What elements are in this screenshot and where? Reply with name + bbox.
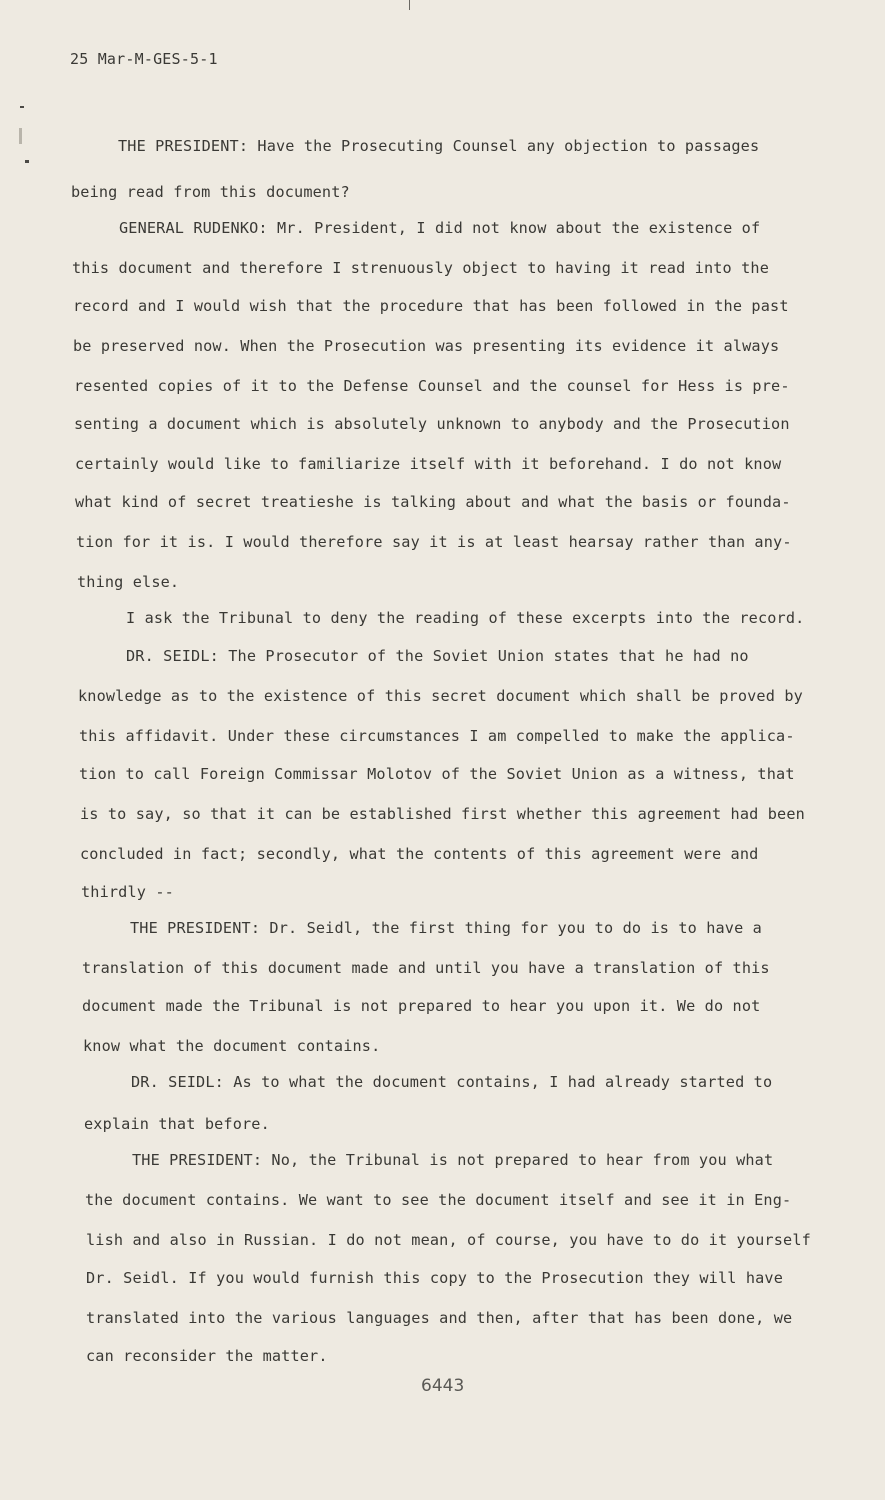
transcript-line: THE PRESIDENT: Have the Prosecuting Counsel any objection to passages xyxy=(118,137,760,155)
transcript-line: be preserved now. When the Prosecution was presenting its evidence it always xyxy=(73,337,780,355)
transcript-line: know what the document contains. xyxy=(83,1037,381,1055)
transcript-line: is to say, so that it can be established first whether this agreement had been xyxy=(80,805,805,823)
transcript-line: tion to call Foreign Commissar Molotov of the Soviet Union as a witness, that xyxy=(79,765,795,783)
transcript-line: DR. SEIDL: As to what the document contains, I had already started to xyxy=(131,1073,773,1091)
transcript-line: I ask the Tribunal to deny the reading of these excerpts into the record. xyxy=(126,609,805,627)
transcript-line: Dr. Seidl. If you would furnish this copy to the Prosecution they will have xyxy=(86,1269,784,1287)
transcript-line: translated into the various languages and then, after that has been done, we xyxy=(86,1309,793,1327)
margin-mark xyxy=(409,0,410,10)
transcript-line: the document contains. We want to see the document itself and see it in Eng- xyxy=(85,1191,792,1209)
transcript-line: this document and therefore I strenuously object to having it read into the xyxy=(72,259,770,277)
margin-mark xyxy=(19,128,22,144)
transcript-line: DR. SEIDL: The Prosecutor of the Soviet Union states that he had no xyxy=(126,647,749,665)
transcript-line: lish and also in Russian. I do not mean, of course, you have to do it yourself xyxy=(86,1231,811,1249)
margin-mark xyxy=(25,160,29,163)
page-number: 6443 xyxy=(421,1376,465,1396)
transcript-line: thing else. xyxy=(77,573,180,591)
transcript-line: THE PRESIDENT: Dr. Seidl, the first thing for you to do is to have a xyxy=(130,919,762,937)
transcript-line: translation of this document made and until you have a translation of this xyxy=(82,959,770,977)
transcript-line: certainly would like to familiarize itself with it beforehand. I do not know xyxy=(75,455,782,473)
transcript-line: resented copies of it to the Defense Counsel and the counsel for Hess is pre- xyxy=(74,377,790,395)
transcript-line: what kind of secret treatieshe is talking about and what the basis or founda- xyxy=(75,493,791,511)
transcript-line: document made the Tribunal is not prepared to hear you upon it. We do not xyxy=(82,997,761,1015)
transcript-line: tion for it is. I would therefore say it is at least hearsay rather than any- xyxy=(76,533,792,551)
transcript-line: knowledge as to the existence of this secret document which shall be proved by xyxy=(78,687,803,705)
transcript-line: GENERAL RUDENKO: Mr. President, I did not know about the existence of xyxy=(119,219,761,237)
margin-mark xyxy=(20,106,24,108)
transcript-line: this affidavit. Under these circumstances I am compelled to make the applica- xyxy=(79,727,795,745)
transcript-line: record and I would wish that the procedure that has been followed in the past xyxy=(73,297,789,315)
transcript-line: being read from this document? xyxy=(71,183,350,201)
document-reference: 25 Mar-M-GES-5-1 xyxy=(70,50,218,68)
transcript-line: explain that before. xyxy=(84,1115,270,1133)
transcript-line: concluded in fact; secondly, what the contents of this agreement were and xyxy=(80,845,759,863)
transcript-line: senting a document which is absolutely unknown to anybody and the Prosecution xyxy=(74,415,790,433)
transcript-line: thirdly -- xyxy=(81,883,174,901)
transcript-line: can reconsider the matter. xyxy=(86,1347,328,1365)
transcript-line: THE PRESIDENT: No, the Tribunal is not prepared to hear from you what xyxy=(132,1151,774,1169)
